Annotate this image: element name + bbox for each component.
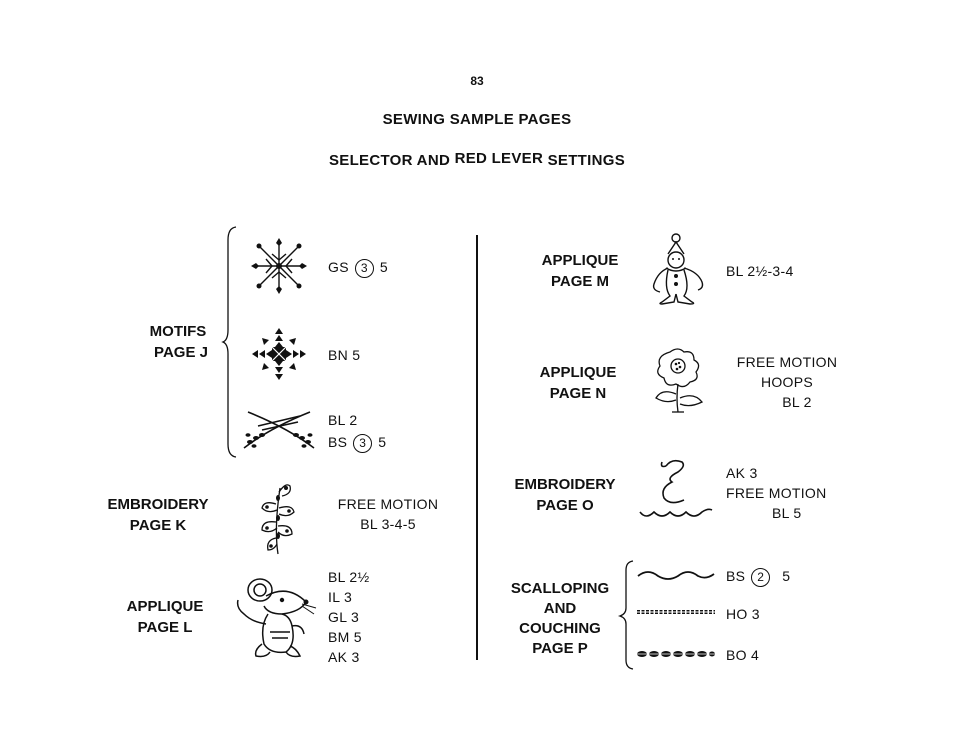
applique-l-line3: GL 3 — [328, 609, 360, 625]
motif-row-3-circled: 3 — [353, 434, 372, 453]
floral-embroidery-icon — [256, 478, 300, 556]
applique-l-label-line2: PAGE L — [137, 619, 193, 636]
applique-l-label-line1: APPLIQUE — [126, 598, 204, 615]
scallop-row-3-setting: BO 4 — [726, 647, 760, 663]
page-title: SEWING SAMPLE PAGES — [382, 111, 572, 128]
motif-row-3-line1: BL 2 — [328, 412, 358, 428]
scalloping-label-line1: SCALLOPING — [510, 580, 610, 597]
embroidery-o-label-line2: PAGE O — [536, 497, 594, 514]
motif-row-1-setting — [328, 257, 388, 278]
embroidery-o-label — [505, 474, 625, 516]
embroidery-k-line2: BL 3-4-5 — [360, 516, 416, 532]
couching-line-icon — [636, 607, 716, 617]
applique-n-label-line1: APPLIQUE — [539, 364, 617, 381]
applique-m-label-line1: APPLIQUE — [541, 252, 619, 269]
applique-m-label-line2: PAGE M — [550, 273, 610, 290]
applique-n-setting — [718, 352, 856, 412]
applique-n-line2: HOOPS — [760, 374, 814, 390]
page-subtitle — [0, 152, 954, 169]
applique-l-label — [115, 596, 215, 638]
wave-line-icon — [636, 568, 716, 582]
clown-applique-icon — [648, 232, 708, 306]
crossed-branches-icon — [240, 408, 318, 450]
scallop-row-1-code: BS — [726, 568, 746, 584]
applique-m-label — [530, 250, 630, 292]
applique-n-line1: FREE MOTION — [736, 354, 838, 370]
flower-applique-icon — [648, 346, 708, 418]
motif-row-2-setting: BN 5 — [328, 347, 361, 363]
script-letter-icon — [636, 456, 714, 526]
motifs-label-line1: MOTIFS — [149, 323, 207, 340]
subtitle-part1: SELECTOR AND — [328, 152, 451, 169]
applique-l-line5: AK 3 — [328, 649, 360, 665]
applique-n-line3: BL 2 — [782, 394, 812, 410]
embroidery-o-label-line1: EMBROIDERY — [514, 476, 616, 493]
applique-l-setting — [328, 567, 369, 667]
motif-row-1-circled: 3 — [355, 259, 374, 278]
motif-row-3-setting — [328, 410, 386, 453]
applique-l-line2: IL 3 — [328, 589, 353, 605]
applique-l-line4: BM 5 — [328, 629, 362, 645]
embroidery-k-line1: FREE MOTION — [337, 496, 439, 512]
arrow-star-icon — [250, 326, 308, 382]
scalloping-label-line3: COUCHING — [519, 620, 601, 637]
mouse-applique-icon — [230, 574, 320, 660]
scalloping-label — [500, 579, 620, 659]
embroidery-k-label-line1: EMBROIDERY — [107, 496, 209, 513]
embroidery-o-line2: FREE MOTION — [726, 485, 827, 501]
motif-row-1-code: GS — [328, 259, 349, 275]
scalloping-label-line2: AND — [543, 600, 577, 617]
embroidery-o-line3: BL 5 — [772, 505, 802, 521]
scalloping-label-line4: PAGE P — [532, 640, 588, 657]
scalloping-brace — [619, 560, 635, 670]
embroidery-k-setting — [318, 494, 458, 534]
embroidery-k-label — [98, 494, 218, 536]
scallop-row-1-circled: 2 — [751, 568, 770, 587]
bead-line-icon — [636, 649, 716, 659]
embroidery-o-line1: AK 3 — [726, 465, 758, 481]
embroidery-k-label-line2: PAGE K — [129, 517, 187, 534]
scallop-row-1-value: 5 — [782, 568, 791, 584]
applique-m-setting: BL 2½-3-4 — [726, 263, 794, 279]
motif-row-3-code: BS — [328, 434, 348, 450]
motifs-brace — [222, 226, 240, 458]
embroidery-o-setting — [726, 463, 827, 523]
applique-n-label — [528, 362, 628, 404]
subtitle-part3: SETTINGS — [547, 152, 626, 169]
applique-n-label-line2: PAGE N — [549, 385, 607, 402]
motifs-label — [128, 321, 228, 363]
subtitle-part2: RED LEVER — [454, 150, 544, 167]
motifs-label-line2: PAGE J — [154, 344, 208, 361]
page-number: 83 — [470, 74, 484, 88]
snowflake-icon — [250, 238, 308, 294]
center-divider — [476, 235, 478, 660]
scallop-row-2-setting: HO 3 — [726, 606, 760, 622]
scallop-row-1-setting — [726, 566, 790, 587]
motif-row-1-value: 5 — [379, 259, 388, 275]
applique-l-line1: BL 2½ — [328, 569, 370, 585]
motif-row-3-value: 5 — [378, 434, 387, 450]
